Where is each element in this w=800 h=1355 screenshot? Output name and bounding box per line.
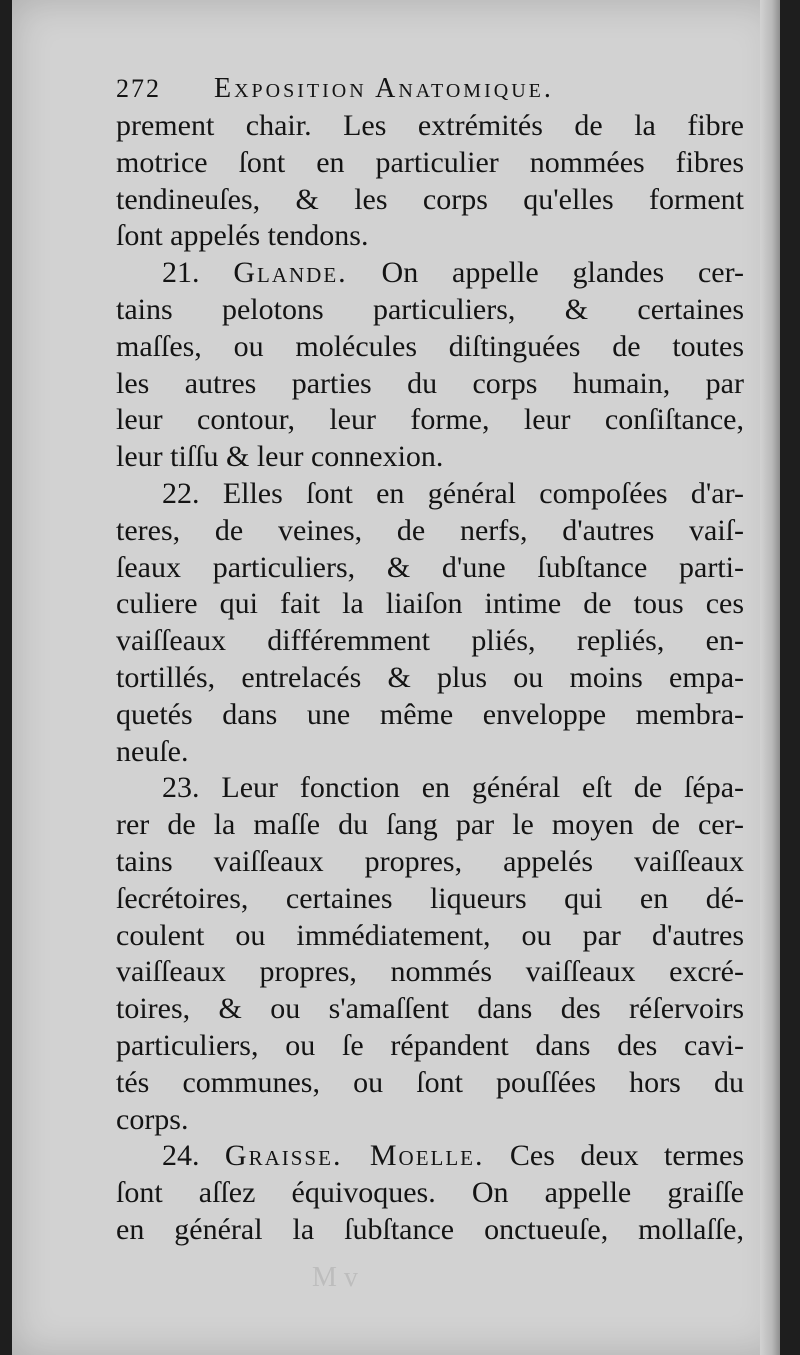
text-line [116,769,744,806]
text-line [116,181,744,218]
line-text: quetés dans une même enveloppe membra- [116,697,744,731]
text-line [116,512,744,549]
text-line [116,659,744,696]
line-text: prement chair. Les extrémités de la fibre [116,109,744,142]
text-line [116,401,744,438]
line-text: leur tiſſu & leur connexion. [116,440,444,474]
text-line [116,880,744,917]
text-line [116,990,744,1027]
text-line [116,438,744,475]
text-line [116,549,744,586]
text-line [116,733,744,770]
text-line [116,1064,744,1101]
page-edge-shadow [760,0,780,1355]
line-text: vaiſſeaux propres, nommés vaiſſeaux excré- [116,955,744,989]
line-text: corps. [116,1102,189,1136]
line-text: On appelle glandes cer- [347,256,745,290]
text-line [116,1027,744,1064]
line-text: ſecrétoires, certaines liqueurs qui en dé- [116,881,744,915]
body-lines [116,107,744,1248]
line-text: tendineuſes, & les corps qu'elles forment [116,182,744,216]
line-text: tortillés, entrelacés & plus ou moins empa- [116,660,744,694]
text-line [116,291,744,328]
line-text: Ces deux termes [484,1139,745,1173]
text-line [116,217,744,254]
text-line [116,254,744,291]
line-text: tains vaiſſeaux propres, appelés vaiſſeaux [116,844,744,878]
text-line [116,365,744,402]
text-line [116,696,744,733]
text-line [116,475,744,512]
text-line [116,806,744,843]
line-text: tains pelotons particuliers, & certaines [116,292,744,326]
text-line [116,328,744,365]
line-text: ſeaux particuliers, & d'une ſubſtance parti- [116,550,744,584]
running-header [116,70,744,107]
line-text: coulent ou immédiatement, ou par d'autres [116,918,744,952]
line-text: motrice ſont en particulier nommées fibres [116,145,744,179]
text-line [116,144,744,181]
section-heading: Glande. [233,256,348,290]
section-heading: Graisse. Moelle. [224,1139,485,1173]
text-line [116,107,744,144]
text-line [116,585,744,622]
line-text: rer de la maſſe du ſang par le moyen de cer- [116,808,744,842]
text-line [116,843,744,880]
section-number: 22. [162,476,223,510]
section-number: 24. [162,1139,225,1173]
section-number: 21. [162,256,234,290]
line-text: les autres parties du corps humain, par [116,366,744,400]
book-page [12,0,780,1355]
line-text: ſont aſſez équivoques. On appelle graiſſe [116,1176,744,1210]
line-text: Leur fonction en général eſt de ſépa- [221,771,745,805]
page-number: 272 [116,74,161,103]
line-text: culiere qui fait la liaiſon intime de tous ces [116,587,744,621]
line-text: toires, & ou s'amaſſent dans des réſervoirs [116,992,744,1026]
text-line [116,1137,744,1174]
text-line [116,1211,744,1248]
line-text: neuſe. [116,734,189,768]
line-text: vaiſſeaux différemment pliés, repliés, en- [116,624,744,658]
text-line [116,622,744,659]
text-line [116,953,744,990]
line-text: ſont appelés tendons. [116,219,369,253]
text-line [116,1101,744,1138]
line-text: teres, de veines, de nerfs, d'autres vaiſ- [116,513,744,547]
line-text: Elles ſont en général compoſées d'ar- [222,476,744,510]
line-text: particuliers, ou ſe répandent dans des cavi- [116,1028,744,1062]
line-text: maſſes, ou molécules diſtinguées de toutes [116,329,744,363]
running-title: Exposition Anatomique. [214,73,554,104]
section-number: 23. [162,771,222,805]
text-line [116,1174,744,1211]
line-text: en général la ſubſtance onctueuſe, mollaſſe, [116,1212,744,1246]
line-text: tés communes, ou ſont pouſſées hors du [116,1065,744,1099]
text-line [116,917,744,954]
text-block [116,70,744,1248]
line-text: leur contour, leur forme, leur conſiſtance, [116,403,744,437]
signature-mark: M v [312,1262,358,1293]
